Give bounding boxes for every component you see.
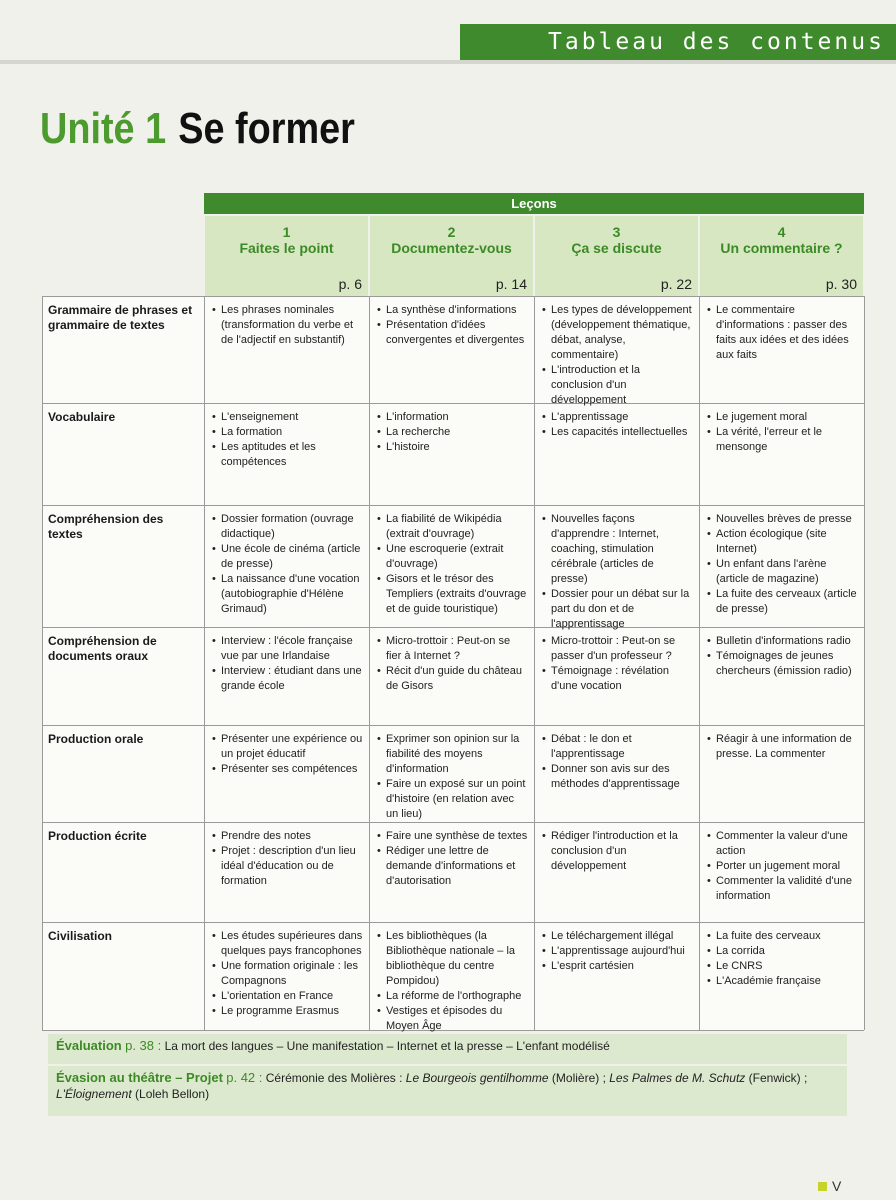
table-cell (377, 634, 528, 694)
lesson-page: p. 6 (338, 276, 362, 292)
column-divider (534, 296, 535, 1030)
evasion-work-2: Les Palmes de M. Schutz (609, 1071, 746, 1085)
lesson-page: p. 30 (825, 276, 857, 292)
list-item: • La corrida (707, 944, 858, 959)
lesson-number: 2 (447, 224, 456, 240)
list-item: • Donner son avis sur des méthodes d'apprentissage (542, 762, 693, 792)
row-divider (42, 822, 864, 823)
list-item: • Faire une synthèse de textes (377, 829, 528, 844)
list-item: • Les types de développement (développement thématique, débat, analyse, commentaire) (542, 303, 693, 363)
table-cell (707, 303, 858, 363)
list-item: • Les études supérieures dans quelques pays francophones (212, 929, 363, 959)
lessons-header: Leçons (204, 193, 864, 214)
lesson-header-1 (205, 216, 368, 296)
list-item: • Rédiger une lettre de demande d'informations et d'autorisation (377, 844, 528, 889)
table-cell (377, 929, 528, 1034)
table-cell (212, 303, 363, 348)
list-item: • La fuite des cerveaux (article de presse) (707, 587, 858, 617)
lesson-page: p. 14 (495, 276, 527, 292)
list-item: • Les phrases nominales (transformation du verbe et de l'adjectif en substantif) (212, 303, 363, 348)
list-item: • L'apprentissage aujourd'hui (542, 944, 693, 959)
list-item: • Présenter une expérience ou un projet éducatif (212, 732, 363, 762)
list-item: • Interview : étudiant dans une grande école (212, 664, 363, 694)
table-cell (707, 829, 858, 904)
lesson-number: 4 (777, 224, 786, 240)
list-item: • La recherche (377, 425, 528, 440)
table-cell (542, 512, 693, 632)
table-cell (707, 512, 858, 617)
list-item: • Débat : le don et l'apprentissage (542, 732, 693, 762)
table-cell (212, 512, 363, 617)
list-item: • Témoignages de jeunes chercheurs (émission radio) (707, 649, 858, 679)
lesson-header-4 (700, 216, 863, 296)
list-item: • La fuite des cerveaux (707, 929, 858, 944)
table-cell (542, 829, 693, 874)
row-divider (42, 505, 864, 506)
table-cell (377, 732, 528, 822)
list-item: • Projet : description d'un lieu idéal d'éducation ou de formation (212, 844, 363, 889)
lesson-title: Ça se discute (571, 240, 662, 256)
table-cell (707, 410, 858, 455)
table-cell (377, 829, 528, 889)
evasion-text-4: (Loleh Bellon) (131, 1087, 210, 1101)
list-item: • L'esprit cartésien (542, 959, 693, 974)
list-item: • Commenter la valeur d'une action (707, 829, 858, 859)
column-divider (699, 296, 700, 1030)
list-item: • L'histoire (377, 440, 528, 455)
list-item: • Action écologique (site Internet) (707, 527, 858, 557)
list-item: • Le jugement moral (707, 410, 858, 425)
row-label: Production orale (48, 732, 144, 746)
list-item: • Rédiger l'introduction et la conclusion d'un développement (542, 829, 693, 874)
evasion-text-1: Cérémonie des Molières : (265, 1071, 406, 1085)
evaluation-label: Évaluation (56, 1038, 122, 1053)
row-label: Vocabulaire (48, 410, 116, 424)
lesson-number: 3 (612, 224, 621, 240)
table-cell (212, 634, 363, 694)
table-cell (542, 303, 693, 408)
list-item: • Nouvelles brèves de presse (707, 512, 858, 527)
row-divider (42, 403, 864, 404)
list-item: • L'enseignement (212, 410, 363, 425)
list-item: • Vestiges et épisodes du Moyen Âge (377, 1004, 528, 1034)
table-cell (707, 929, 858, 989)
list-item: • L'introduction et la conclusion d'un développement (542, 363, 693, 408)
table-cell (377, 303, 528, 348)
table-cell (707, 732, 858, 762)
list-item: • Réagir à une information de presse. La commenter (707, 732, 858, 762)
row-divider (42, 725, 864, 726)
list-item: • Commenter la validité d'une information (707, 874, 858, 904)
list-item: • L'Académie française (707, 974, 858, 989)
list-item: • La fiabilité de Wikipédia (extrait d'ouvrage) (377, 512, 528, 542)
page-square-icon (818, 1182, 827, 1191)
row-label: Compréhension des textes (48, 512, 164, 541)
list-item: • L'apprentissage (542, 410, 693, 425)
evaluation-row (48, 1034, 847, 1064)
table-cell (707, 634, 858, 679)
list-item: • Le CNRS (707, 959, 858, 974)
list-item: • La vérité, l'erreur et le mensonge (707, 425, 858, 455)
list-item: • Bulletin d'informations radio (707, 634, 858, 649)
lesson-title: Documentez-vous (391, 240, 512, 256)
table-cell (212, 410, 363, 470)
list-item: • L'orientation en France (212, 989, 363, 1004)
list-item: • Les aptitudes et les compétences (212, 440, 363, 470)
list-item: • Présenter ses compétences (212, 762, 363, 777)
evasion-page: p. 42 : (226, 1070, 263, 1085)
list-item: • Présentation d'idées convergentes et divergentes (377, 318, 528, 348)
list-item: • La formation (212, 425, 363, 440)
table-cell (542, 410, 693, 440)
row-divider (42, 296, 864, 297)
list-item: • Témoignage : révélation d'une vocation (542, 664, 693, 694)
list-item: • Nouvelles façons d'apprendre : Internet, coaching, stimulation cérébrale (articles de presse) (542, 512, 693, 587)
table-cell (542, 929, 693, 974)
row-divider (42, 627, 864, 628)
list-item: • Micro-trottoir : Peut-on se passer d'un professeur ? (542, 634, 693, 664)
lesson-page: p. 22 (660, 276, 692, 292)
list-item: • Un enfant dans l'arène (article de magazine) (707, 557, 858, 587)
table-cell (377, 410, 528, 455)
evasion-text-2: (Molière) ; (548, 1071, 610, 1085)
list-item: • Micro-trottoir : Peut-on se fier à Internet ? (377, 634, 528, 664)
list-item: • La naissance d'une vocation (autobiographie d'Hélène Grimaud) (212, 572, 363, 617)
unit-title (40, 104, 355, 154)
table-cell (377, 512, 528, 617)
page-number-text: V (832, 1178, 842, 1194)
row-label: Grammaire de phrases et grammaire de textes (48, 303, 193, 332)
evasion-work-3: L'Éloignement (56, 1087, 132, 1101)
lesson-header-2 (370, 216, 533, 296)
evasion-text-3: (Fenwick) ; (745, 1071, 808, 1085)
list-item: • Une formation originale : les Compagnons (212, 959, 363, 989)
section-banner: Tableau des contenus (460, 24, 896, 60)
evaluation-text: La mort des langues – Une manifestation – Internet et la presse – L'enfant modélisé (164, 1039, 610, 1053)
list-item: • Exprimer son opinion sur la fiabilité des moyens d'information (377, 732, 528, 777)
list-item: • Une escroquerie (extrait d'ouvrage) (377, 542, 528, 572)
table-cell (542, 634, 693, 694)
list-item: • Les bibliothèques (la Bibliothèque nationale – la bibliothèque du centre Pompidou) (377, 929, 528, 989)
row-label: Civilisation (48, 929, 113, 943)
table-cell (212, 829, 363, 889)
lesson-title: Faites le point (239, 240, 334, 256)
row-divider (42, 922, 864, 923)
page-number (818, 1178, 841, 1194)
evasion-label: Évasion au théâtre – Projet (56, 1070, 223, 1085)
unit-name: Se former (178, 104, 355, 153)
list-item: • Gisors et le trésor des Templiers (extraits d'ouvrage et de guide touristique) (377, 572, 528, 617)
list-item: • Interview : l'école française vue par une Irlandaise (212, 634, 363, 664)
list-item: • Le commentaire d'informations : passer des faits aux idées et des idées aux faits (707, 303, 858, 363)
list-item: • Le téléchargement illégal (542, 929, 693, 944)
evasion-row (48, 1066, 847, 1116)
lesson-number: 1 (282, 224, 291, 240)
unit-number: Unité 1 (40, 104, 167, 153)
evasion-work-1: Le Bourgeois gentilhomme (405, 1071, 549, 1085)
table-cell (212, 929, 363, 1019)
column-divider (369, 296, 370, 1030)
lesson-title: Un commentaire ? (720, 240, 843, 256)
list-item: • Prendre des notes (212, 829, 363, 844)
list-item: • Récit d'un guide du château de Gisors (377, 664, 528, 694)
list-item: • La synthèse d'informations (377, 303, 528, 318)
column-divider (864, 296, 865, 1030)
list-item: • Dossier pour un débat sur la part du don et de l'apprentissage (542, 587, 693, 632)
column-divider (42, 296, 43, 1030)
column-divider (204, 296, 205, 1030)
header-rule (0, 60, 896, 64)
list-item: • Le programme Erasmus (212, 1004, 363, 1019)
list-item: • Faire un exposé sur un point d'histoire (en relation avec un lieu) (377, 777, 528, 822)
list-item: • Dossier formation (ouvrage didactique) (212, 512, 363, 542)
evaluation-page: p. 38 : (125, 1038, 162, 1053)
table-cell (542, 732, 693, 792)
row-label: Compréhension de documents oraux (48, 634, 157, 663)
table-cell (212, 732, 363, 777)
list-item: • Porter un jugement moral (707, 859, 858, 874)
lesson-header-3 (535, 216, 698, 296)
list-item: • La réforme de l'orthographe (377, 989, 528, 1004)
list-item: • Les capacités intellectuelles (542, 425, 693, 440)
list-item: • L'information (377, 410, 528, 425)
list-item: • Une école de cinéma (article de presse) (212, 542, 363, 572)
row-label: Production écrite (48, 829, 147, 843)
